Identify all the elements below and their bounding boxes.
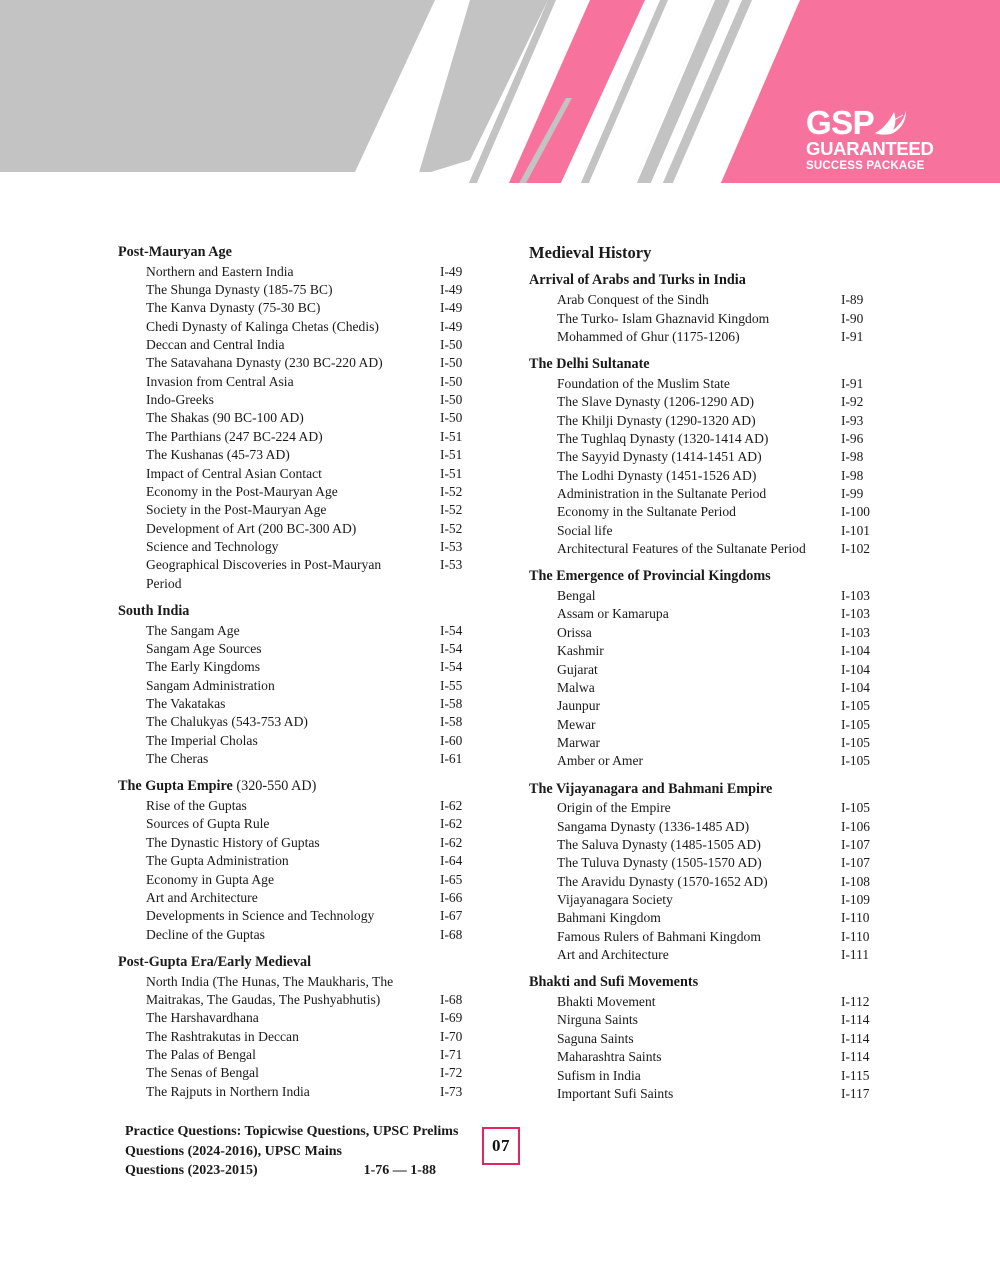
- toc-entry[interactable]: [118, 732, 474, 750]
- toc-entry[interactable]: [118, 281, 474, 299]
- toc-entry-title: Vijayanagara Society: [557, 892, 673, 908]
- toc-entry-page: I-67: [440, 908, 463, 924]
- toc-entry-title: Gujarat: [557, 661, 598, 677]
- toc-entry[interactable]: [529, 291, 881, 309]
- logo-tagline-primary: GUARANTEED: [806, 138, 934, 160]
- toc-entry-page: I-105: [841, 698, 871, 714]
- toc-entry-title: Marwar: [557, 734, 601, 750]
- toc-entry-page: I-68: [440, 991, 463, 1007]
- toc-entry-page: I-104: [841, 643, 871, 659]
- toc-entry-title: Economy in the Post-Mauryan Age: [146, 483, 338, 499]
- toc-entry-title: Art and Architecture: [557, 947, 669, 963]
- toc-entry-page: I-114: [841, 1030, 870, 1046]
- toc-section-heading-text: Bhakti and Sufi Movements: [529, 974, 699, 991]
- toc-entry-title: Sangam Age Sources: [146, 641, 262, 656]
- toc-entry-page: I-91: [841, 375, 864, 391]
- toc-entry-page: I-50: [440, 355, 463, 371]
- toc-entry[interactable]: [529, 624, 881, 642]
- toc-column-title: Medieval History: [529, 243, 652, 262]
- toc-entry[interactable]: [118, 428, 474, 446]
- toc-entry-page: I-55: [440, 677, 463, 693]
- toc-entry-page: I-69: [440, 1010, 463, 1026]
- toc-entry-page: I-70: [440, 1028, 463, 1044]
- toc-section-heading: [529, 271, 881, 290]
- toc-entry[interactable]: [118, 834, 474, 852]
- toc-entry-title: Bahmani Kingdom: [557, 910, 661, 926]
- toc-entry[interactable]: [118, 750, 474, 768]
- toc-entry-title: The Kushanas (45-73 AD): [146, 447, 290, 463]
- toc-entry-title: The Tughlaq Dynasty (1320-1414 AD): [557, 431, 769, 446]
- toc-section-heading-text: The Vijayanagara and Bahmani Empire: [529, 780, 773, 797]
- toc-entry-page: I-61: [440, 751, 463, 767]
- toc-entry[interactable]: [529, 587, 881, 605]
- toc-entry-page: I-112: [841, 994, 870, 1010]
- toc-entry[interactable]: [118, 797, 474, 815]
- toc-entry-title: Indo-Greeks: [146, 392, 214, 408]
- toc-entry-page: I-65: [440, 871, 463, 887]
- toc-entry[interactable]: [118, 889, 474, 907]
- toc-entry[interactable]: [118, 815, 474, 833]
- toc-entry[interactable]: [529, 891, 881, 909]
- toc-entry[interactable]: [529, 1085, 881, 1103]
- toc-entry-title: The Shunga Dynasty (185-75 BC): [146, 282, 333, 298]
- toc-entry-title: Mewar: [557, 716, 596, 732]
- toc-entry-title: The Khilji Dynasty (1290-1320 AD): [557, 412, 756, 428]
- toc-entry[interactable]: [118, 373, 474, 391]
- toc-entry[interactable]: [529, 928, 881, 946]
- toc-entry-page: I-114: [841, 1049, 870, 1065]
- toc-entry-page: I-53: [440, 538, 463, 554]
- toc-entry-page: I-110: [841, 910, 870, 926]
- toc-entry[interactable]: [529, 697, 881, 715]
- toc-entry[interactable]: [118, 640, 474, 658]
- toc-entry-page: I-107: [841, 837, 871, 852]
- banner-bottom-edge: [0, 183, 1000, 185]
- toc-entry-title: Developments in Science and Technology: [146, 908, 375, 924]
- toc-section-heading-text: Arrival of Arabs and Turks in India: [529, 272, 746, 289]
- toc-entry-page: I-49: [440, 318, 463, 334]
- toc-entry[interactable]: [118, 1083, 474, 1101]
- toc-entry[interactable]: [529, 993, 881, 1011]
- toc-entry[interactable]: [529, 375, 881, 393]
- toc-entry[interactable]: [529, 448, 881, 466]
- practice-questions-line: Practice Questions: Topicwise Questions, UPSC Prelims: [125, 1124, 459, 1140]
- toc-column-left: [118, 243, 474, 1181]
- toc-section-heading-text: The Gupta Empire: [118, 778, 233, 795]
- toc-entry[interactable]: [118, 1064, 474, 1082]
- toc-entry-page: I-105: [841, 716, 871, 732]
- toc-entry[interactable]: [118, 1009, 474, 1027]
- toc-entry-page: I-51: [440, 428, 463, 444]
- toc-entry-title: Architectural Features of the Sultanate Period: [557, 541, 806, 557]
- toc-entry[interactable]: [118, 677, 474, 695]
- toc-entry[interactable]: [529, 661, 881, 679]
- toc-entry-title: Assam or Kamarupa: [557, 606, 669, 622]
- toc-entry-page: I-114: [841, 1012, 870, 1028]
- toc-entry-title: The Aravidu Dynasty (1570-1652 AD): [557, 873, 768, 889]
- practice-questions-last-line: [125, 1161, 474, 1181]
- toc-entry-page: I-103: [841, 624, 871, 640]
- toc-entry-title: The Slave Dynasty (1206-1290 AD): [557, 394, 755, 410]
- toc-entry-title: Bhakti Movement: [557, 994, 656, 1010]
- toc-entry-page: I-52: [440, 502, 463, 518]
- toc-entry-page: I-49: [440, 282, 463, 298]
- toc-entry[interactable]: [529, 734, 881, 752]
- toc-entry[interactable]: [529, 503, 881, 521]
- toc-entry-page: I-108: [841, 873, 871, 889]
- toc-entry-title: North India (The Hunas, The Maukharis, The Maitrakas, The Gaudas, The Pushyabhutis): [146, 973, 394, 1007]
- page-number-box: [482, 1127, 520, 1165]
- toc-entry-title: Saguna Saints: [557, 1030, 634, 1046]
- toc-entry-title: The Satavahana Dynasty (230 BC-220 AD): [146, 355, 383, 371]
- toc-entry-page: I-106: [841, 818, 871, 834]
- toc-entry-page: I-89: [841, 292, 864, 308]
- toc-entry-page: I-58: [440, 696, 463, 712]
- toc-entry[interactable]: [118, 446, 474, 464]
- toc-entry[interactable]: [529, 328, 881, 346]
- toc-section-heading-suffix: (320-550 AD): [232, 778, 317, 795]
- toc-entry-page: I-102: [841, 541, 871, 557]
- toc-entry-title: The Chalukyas (543-753 AD): [146, 714, 308, 730]
- toc-entry[interactable]: [529, 412, 881, 430]
- toc-entry-page: I-98: [841, 449, 864, 465]
- toc-entry[interactable]: [529, 799, 881, 817]
- toc-entry-title: The Rashtrakutas in Deccan: [146, 1028, 299, 1044]
- toc-entry-title: Art and Architecture: [146, 889, 258, 905]
- toc-entry-title: Administration in the Sultanate Period: [557, 486, 767, 502]
- toc-entry-title: The Sayyid Dynasty (1414-1451 AD): [557, 449, 762, 465]
- toc-entry[interactable]: [529, 679, 881, 697]
- toc-entry-title: Decline of the Guptas: [146, 926, 265, 942]
- toc-section-heading: [118, 243, 474, 262]
- toc-entry[interactable]: [529, 430, 881, 448]
- toc-section-heading: [118, 953, 474, 972]
- toc-entry-page: I-62: [440, 798, 463, 814]
- toc-entry-page: I-99: [841, 486, 864, 502]
- toc-entry-title: Geographical Discoveries in Post-Mauryan Period: [146, 557, 382, 591]
- toc-entry-page: I-52: [440, 483, 463, 499]
- toc-entry-page: I-71: [440, 1047, 463, 1062]
- toc-entry[interactable]: [529, 605, 881, 623]
- toc-entry-title: The Shakas (90 BC-100 AD): [146, 410, 304, 426]
- toc-entry[interactable]: [118, 409, 474, 427]
- leaf-icon: [873, 109, 907, 135]
- toc-entry[interactable]: [529, 642, 881, 660]
- toc-entry-page: I-58: [440, 714, 463, 730]
- toc-entry-title: The Rajputs in Northern India: [146, 1083, 310, 1099]
- gsp-logo: [806, 104, 938, 172]
- toc-entry-page: I-90: [841, 310, 864, 326]
- toc-entry-page: I-103: [841, 606, 871, 622]
- toc-entry[interactable]: [529, 1011, 881, 1029]
- toc-section-heading: [529, 973, 881, 992]
- practice-questions-line: Questions (2023-2015): [125, 1163, 258, 1179]
- header-banner: [0, 0, 1000, 185]
- toc-entry[interactable]: [529, 540, 881, 558]
- toc-entry-page: I-49: [440, 300, 463, 316]
- toc-entry-title: Economy in Gupta Age: [146, 871, 274, 887]
- toc-section-heading-text: The Emergence of Provincial Kingdoms: [529, 568, 771, 585]
- toc-entry[interactable]: [118, 465, 474, 483]
- toc-entry-title: Bengal: [557, 588, 596, 604]
- logo-brand-row: [806, 104, 938, 141]
- toc-entry-page: I-73: [440, 1083, 463, 1099]
- toc-section-heading: [118, 777, 474, 796]
- toc-entry[interactable]: [529, 485, 881, 503]
- toc-entry[interactable]: [118, 556, 474, 593]
- toc-entry-title: The Senas of Bengal: [146, 1065, 259, 1081]
- toc-entry-page: I-51: [440, 447, 463, 463]
- toc-entry[interactable]: [529, 873, 881, 891]
- toc-entry-page: I-107: [841, 855, 871, 871]
- toc-entry-page: I-50: [440, 392, 463, 408]
- toc-entry-title: Amber or Amer: [557, 753, 644, 769]
- toc-entry-page: I-62: [440, 816, 463, 832]
- toc-entry-page: I-62: [440, 834, 463, 850]
- toc-entry[interactable]: [529, 1030, 881, 1048]
- toc-entry-title: The Imperial Cholas: [146, 732, 258, 748]
- toc-entry[interactable]: [118, 538, 474, 556]
- toc-entry-title: Science and Technology: [146, 538, 279, 554]
- toc-entry[interactable]: [118, 871, 474, 889]
- toc-entry[interactable]: [529, 854, 881, 872]
- toc-entry-title: The Dynastic History of Guptas: [146, 834, 320, 850]
- toc-entry-title: Northern and Eastern India: [146, 263, 294, 279]
- toc-entry-title: The Saluva Dynasty (1485-1505 AD): [557, 837, 761, 852]
- toc-entry-page: I-54: [440, 622, 463, 638]
- toc-entry-title: The Sangam Age: [146, 622, 240, 638]
- toc-entry-page: I-109: [841, 892, 871, 908]
- toc-column-right: [529, 243, 881, 1103]
- toc-entry[interactable]: [118, 658, 474, 676]
- toc-entry-page: I-105: [841, 800, 871, 816]
- toc-entry-title: The Lodhi Dynasty (1451-1526 AD): [557, 467, 757, 483]
- toc-entry[interactable]: [118, 973, 474, 1010]
- toc-entry[interactable]: [529, 1067, 881, 1085]
- toc-entry-title: Arab Conquest of the Sindh: [557, 292, 709, 308]
- toc-entry-page: I-111: [841, 947, 870, 963]
- toc-entry-page: I-50: [440, 337, 463, 353]
- toc-entry-title: Sangam Administration: [146, 677, 275, 693]
- toc-entry-title: Important Sufi Saints: [557, 1085, 674, 1101]
- toc-entry-page: I-68: [440, 926, 463, 942]
- toc-entry-title: Maharashtra Saints: [557, 1049, 662, 1065]
- toc-entry-page: I-96: [841, 431, 864, 446]
- toc-entry-page: I-100: [841, 504, 871, 520]
- toc-entry-title: The Cheras: [146, 751, 209, 767]
- toc-entry[interactable]: [529, 467, 881, 485]
- toc-entry-page: I-91: [841, 328, 864, 344]
- toc-entry-page: I-49: [440, 263, 463, 279]
- toc-entry-page: I-64: [440, 853, 463, 869]
- toc-entry-page: I-104: [841, 679, 871, 695]
- toc-entry-title: The Gupta Administration: [146, 853, 289, 869]
- toc-entry-title: Sufism in India: [557, 1067, 641, 1083]
- toc-entry-page: I-50: [440, 373, 463, 389]
- toc-entry-title: Malwa: [557, 679, 595, 695]
- toc-entry-title: Chedi Dynasty of Kalinga Chetas (Chedis): [146, 318, 379, 334]
- toc-entry-title: The Palas of Bengal: [146, 1047, 256, 1062]
- toc-entry[interactable]: [118, 354, 474, 372]
- toc-entry-page: I-52: [440, 520, 463, 536]
- toc-entry-page: I-115: [841, 1067, 870, 1083]
- toc-entry-title: The Turko- Islam Ghaznavid Kingdom: [557, 310, 770, 326]
- toc-entry-page: I-110: [841, 928, 870, 944]
- toc-entry[interactable]: [118, 299, 474, 317]
- toc-entry-page: I-72: [440, 1065, 463, 1081]
- toc-entry-title: Kashmir: [557, 643, 604, 659]
- toc-entry-page: I-101: [841, 522, 871, 538]
- toc-entry-page: I-93: [841, 412, 864, 428]
- toc-entry[interactable]: [118, 713, 474, 731]
- toc-entry[interactable]: [118, 263, 474, 281]
- toc-entry-title: The Vakatakas: [146, 696, 226, 712]
- toc-entry-page: I-54: [440, 641, 463, 656]
- toc-entry-page: I-104: [841, 661, 871, 677]
- toc-entry[interactable]: [118, 622, 474, 640]
- toc-entry-page: I-66: [440, 889, 463, 905]
- toc-section-heading: [118, 602, 474, 621]
- toc-entry-page: I-53: [440, 557, 463, 573]
- practice-questions-block[interactable]: [118, 1122, 474, 1181]
- toc-entry-title: Famous Rulers of Bahmani Kingdom: [557, 928, 761, 944]
- toc-entry-title: The Early Kingdoms: [146, 659, 261, 675]
- toc-entry[interactable]: [529, 946, 881, 964]
- toc-entry-page: I-51: [440, 465, 463, 481]
- toc-entry-title: Origin of the Empire: [557, 800, 671, 816]
- practice-questions-line: Questions (2024-2016), UPSC Mains: [125, 1143, 343, 1159]
- toc-entry[interactable]: [118, 520, 474, 538]
- toc-entry[interactable]: [529, 818, 881, 836]
- toc-entry[interactable]: [118, 336, 474, 354]
- logo-brand-text: GSP: [806, 104, 875, 141]
- toc-section-heading-text: Post-Gupta Era/Early Medieval: [118, 953, 312, 970]
- toc-entry-title: Deccan and Central India: [146, 337, 285, 353]
- toc-section-heading: [529, 567, 881, 586]
- toc-entry[interactable]: [118, 1046, 474, 1064]
- toc-entry-page: I-92: [841, 394, 864, 410]
- toc-section-heading: [529, 780, 881, 799]
- toc-entry[interactable]: [529, 393, 881, 411]
- toc-entry[interactable]: [529, 1048, 881, 1066]
- toc-entry-page: I-117: [841, 1085, 870, 1101]
- toc-entry[interactable]: [118, 926, 474, 944]
- toc-entry[interactable]: [529, 522, 881, 540]
- toc-entry-title: The Parthians (247 BC-224 AD): [146, 428, 323, 444]
- toc-entry[interactable]: [529, 310, 881, 328]
- toc-entry-page: I-50: [440, 410, 463, 426]
- toc-section-heading: [529, 355, 881, 374]
- toc-entry-title: Impact of Central Asian Contact: [146, 465, 322, 481]
- toc-entry-page: I-54: [440, 659, 463, 675]
- toc-section-heading-text: South India: [118, 602, 190, 619]
- toc-entry-title: Orissa: [557, 624, 592, 640]
- toc-entry-title: Rise of the Guptas: [146, 798, 247, 814]
- toc-entry-page: I-105: [841, 753, 871, 769]
- toc-entry-title: Mohammed of Ghur (1175-1206): [557, 328, 740, 344]
- toc-entry-title: Development of Art (200 BC-300 AD): [146, 520, 357, 536]
- toc-entry-title: The Harshavardhana: [146, 1010, 259, 1026]
- toc-entry-page: I-105: [841, 734, 871, 750]
- toc-entry[interactable]: [118, 907, 474, 925]
- page-number: 07: [492, 1136, 510, 1155]
- toc-entry-title: Invasion from Central Asia: [146, 373, 294, 389]
- toc-entry-title: The Tuluva Dynasty (1505-1570 AD): [557, 855, 762, 871]
- toc-entry-title: Foundation of the Muslim State: [557, 375, 730, 391]
- practice-questions-page-range: 1-76 — 1-88: [363, 1163, 436, 1179]
- toc-entry-title: Society in the Post-Mauryan Age: [146, 502, 327, 518]
- logo-tagline-secondary: SUCCESS PACKAGE: [806, 159, 925, 172]
- toc-entry-title: Sangama Dynasty (1336-1485 AD): [557, 818, 750, 834]
- toc-section-heading-text: Post-Mauryan Age: [118, 244, 232, 260]
- toc-entry[interactable]: [529, 836, 881, 854]
- toc-entry[interactable]: [118, 483, 474, 501]
- toc-entry-page: I-98: [841, 467, 864, 483]
- toc-section-heading-text: The Delhi Sultanate: [529, 356, 650, 373]
- toc-entry-page: I-60: [440, 732, 463, 748]
- toc-entry[interactable]: [118, 501, 474, 519]
- toc-entry[interactable]: [118, 852, 474, 870]
- toc-entry[interactable]: [118, 1028, 474, 1046]
- toc-entry-title: Jaunpur: [557, 698, 601, 714]
- toc-entry-title: The Kanva Dynasty (75-30 BC): [146, 300, 321, 316]
- toc-entry[interactable]: [118, 391, 474, 409]
- toc-entry[interactable]: [118, 695, 474, 713]
- toc-entry[interactable]: [529, 909, 881, 927]
- toc-entry[interactable]: [529, 716, 881, 734]
- toc-entry[interactable]: [118, 318, 474, 336]
- toc-entry-title: Sources of Gupta Rule: [146, 816, 270, 832]
- toc-entry-title: Economy in the Sultanate Period: [557, 504, 736, 520]
- toc-entry-title: Nirguna Saints: [557, 1012, 638, 1028]
- toc-entry[interactable]: [529, 752, 881, 770]
- toc-entry-title: Social life: [557, 522, 613, 538]
- toc-entry-page: I-103: [841, 588, 871, 604]
